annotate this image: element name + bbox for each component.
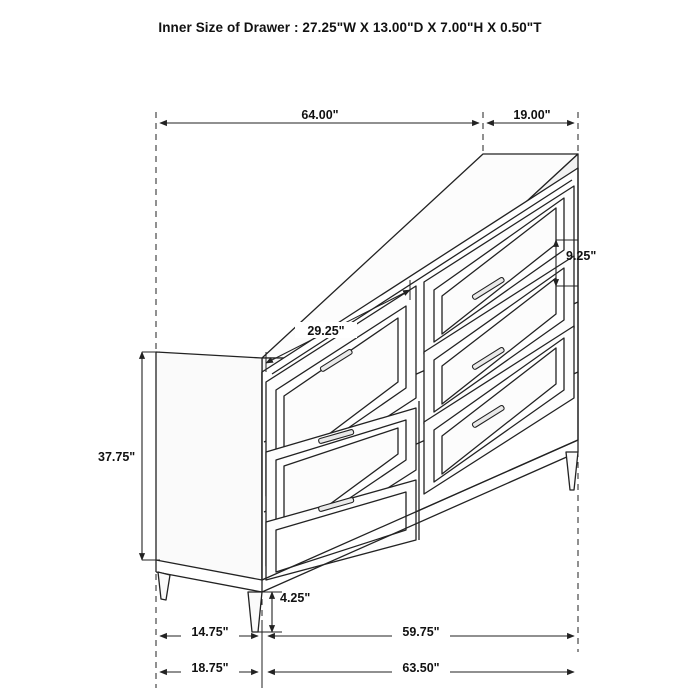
- label-front-width-lower: 59.75": [402, 625, 440, 639]
- page-title: Inner Size of Drawer : 27.25"W X 13.00"D X 7.00"H X 0.50"T: [158, 20, 542, 35]
- dresser-illustration: [156, 154, 578, 632]
- label-top-depth-right: 19.00": [513, 108, 551, 122]
- label-top-width: 64.00": [301, 108, 339, 122]
- label-drawer-front-top-height: 9.25": [566, 249, 597, 263]
- label-overall-height: 37.75": [98, 450, 136, 464]
- leg-front-left: [248, 592, 262, 632]
- label-leg-height: 4.25": [280, 591, 311, 605]
- label-base-width: 63.50": [402, 661, 440, 675]
- left-side-face: [156, 352, 262, 580]
- leg-front-right: [566, 452, 578, 490]
- leg-back-left: [158, 572, 170, 600]
- label-side-depth-lower: 14.75": [191, 625, 229, 639]
- label-top-diagonal-depth: 29.25": [307, 324, 345, 338]
- label-base-depth: 18.75": [191, 661, 229, 675]
